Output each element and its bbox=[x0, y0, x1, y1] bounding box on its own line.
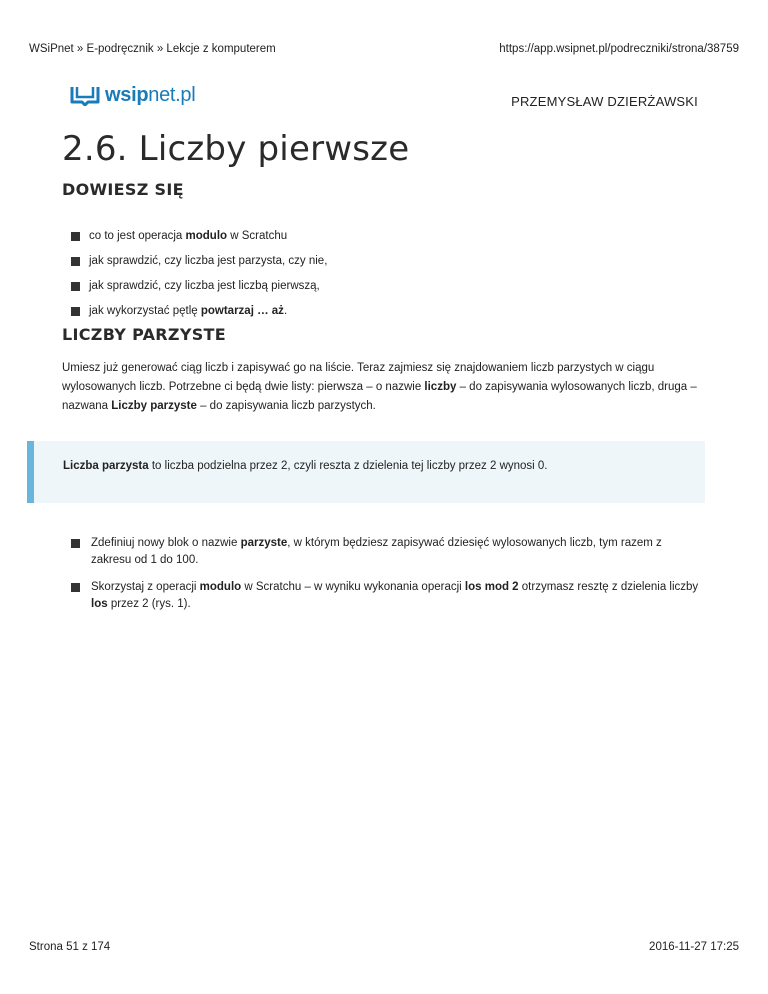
definition-note bbox=[27, 441, 705, 503]
section-heading-even: LICZBY PARZYSTE bbox=[62, 325, 226, 344]
bullet-square-icon bbox=[71, 307, 80, 316]
list-item: jak sprawdzić, czy liczba jest liczbą pierwszą, bbox=[71, 278, 691, 295]
bullet-square-icon bbox=[71, 539, 80, 548]
task-item: Skorzystaj z operacji modulo w Scratchu – w wyniku wykonania operacji los mod 2 otrzymasz resztę z dzielenia liczby los przez 2 (rys. 1). bbox=[71, 579, 699, 613]
task-list bbox=[71, 535, 699, 623]
page-title: 2.6. Liczby pierwsze bbox=[62, 129, 410, 169]
bullet-square-icon bbox=[71, 282, 80, 291]
list-item: co to jest operacja modulo w Scratchu bbox=[71, 228, 691, 245]
list-item: jak sprawdzić, czy liczba jest parzysta, czy nie, bbox=[71, 253, 691, 270]
logo-text-bold: wsip bbox=[105, 84, 149, 106]
author-name: PRZEMYSŁAW DZIERŻAWSKI bbox=[511, 94, 698, 109]
bullet-square-icon bbox=[71, 232, 80, 241]
section-heading-learn: DOWIESZ SIĘ bbox=[62, 180, 184, 199]
note-text: Liczba parzysta to liczba podzielna przez 2, czyli reszta z dzielenia tej liczby przez 2 wynosi 0. bbox=[63, 460, 548, 472]
note-accent-bar bbox=[27, 441, 34, 503]
list-item: jak wykorzystać pętlę powtarzaj … aż. bbox=[71, 303, 691, 320]
page-number: Strona 51 z 174 bbox=[29, 941, 111, 953]
breadcrumb: WSiPnet » E-podręcznik » Lekcje z komputerem bbox=[29, 43, 276, 55]
book-icon bbox=[70, 84, 100, 106]
wsipnet-logo[interactable] bbox=[70, 83, 195, 107]
timestamp: 2016-11-27 17:25 bbox=[649, 941, 739, 953]
intro-paragraph: Umiesz już generować ciąg liczb i zapisywać go na liście. Teraz zajmiesz się znajdowaniem liczb parzystych w ciągu wylosowanych liczb. Potrzebne ci będą dwie listy: pierwsza – o nazwie liczby – do zapisywania wylosowanych liczb, druga – nazwana Liczby parzyste – do zapisywania liczb parzystych. bbox=[62, 362, 697, 412]
bullet-square-icon bbox=[71, 257, 80, 266]
logo-wordmark bbox=[105, 85, 195, 105]
page-url[interactable]: https://app.wsipnet.pl/podreczniki/strona/38759 bbox=[499, 43, 739, 55]
task-item: Zdefiniuj nowy blok o nazwie parzyste, w którym będziesz zapisywać dziesięć wylosowanych liczb, tym razem z zakresu od 1 do 100. bbox=[71, 535, 699, 569]
logo-text-light: net.pl bbox=[148, 84, 196, 106]
learn-list bbox=[71, 228, 691, 328]
bullet-square-icon bbox=[71, 583, 80, 592]
